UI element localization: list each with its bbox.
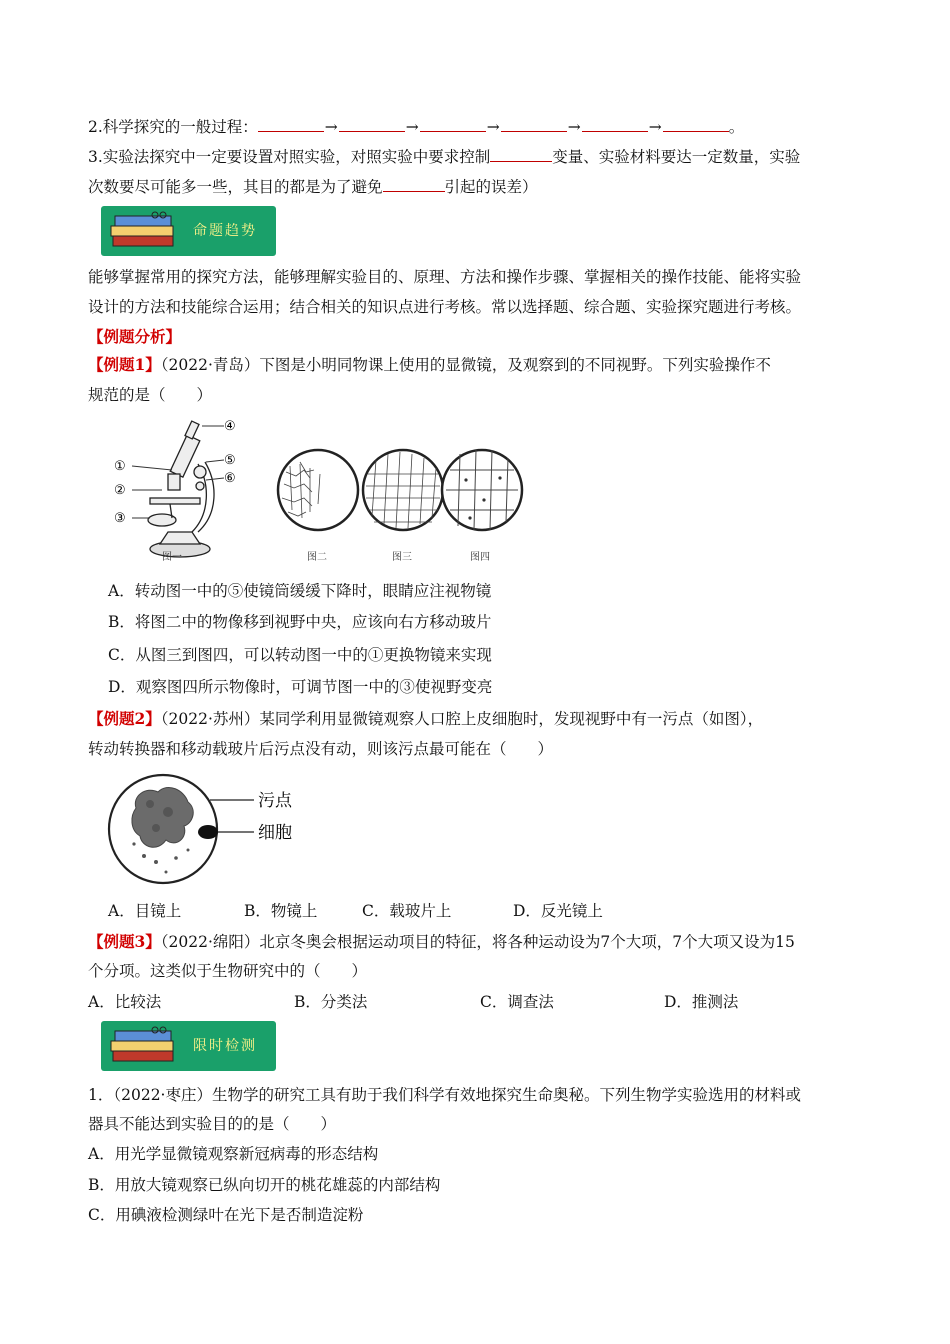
stain-figure <box>106 768 326 894</box>
blank-2 <box>339 117 405 132</box>
caption-fig1: 图一 <box>162 552 182 563</box>
view-fig4 <box>442 450 522 530</box>
analysis-heading: 【例题分析】 <box>88 327 182 346</box>
control-line-2 <box>88 176 538 198</box>
label-2: ② <box>114 483 126 498</box>
ex2-option-a: A．目镜上 <box>108 902 182 920</box>
label-1: ① <box>114 459 126 474</box>
ex2-option-c: C．载玻片上 <box>362 902 452 920</box>
label-6: ⑥ <box>224 471 236 486</box>
blank-3 <box>420 117 486 132</box>
label-3: ③ <box>114 511 126 526</box>
q1-option-c: C．用碘液检测绿叶在光下是否制造淀粉 <box>88 1206 364 1224</box>
ex3-line-1 <box>88 931 795 953</box>
books-icon <box>107 210 179 254</box>
q1-line-2: 器具不能达到实验目的的是（ ） <box>88 1115 337 1133</box>
control-text-1b: 变量、实验材料要达一定数量，实验 <box>552 148 801 166</box>
caption-fig3: 图三 <box>392 552 412 563</box>
blank-5 <box>582 117 648 132</box>
arrow-4: → <box>567 118 581 136</box>
microscope-drawing <box>148 421 214 557</box>
ex1-option-b: B．将图二中的物像移到视野中央，应该向右方移动玻片 <box>108 613 492 631</box>
caption-fig4: 图四 <box>470 552 490 563</box>
blank-error <box>383 177 445 192</box>
control-text-2a: 次数要尽可能多一些，其目的都是为了避免 <box>88 178 383 196</box>
q1-option-a: A．用光学显微镜观察新冠病毒的形态结构 <box>88 1145 379 1163</box>
arrow-2: → <box>405 118 419 136</box>
trend-banner-label: 命题趋势 <box>193 223 257 239</box>
control-text-2b: 引起的误差） <box>444 178 538 196</box>
process-suffix: 。 <box>728 118 745 136</box>
label-cell: 细胞 <box>258 823 292 842</box>
ex3-line-2: 个分项。这类似于生物研究中的（ ） <box>88 962 368 980</box>
view-fig2 <box>278 450 358 530</box>
q1-line-1: 1．（2022·枣庄）生物学的研究工具有助于我们科学有效地探究生命奥秘。下列生物学实验选用的材料或 <box>88 1086 801 1104</box>
test-banner <box>101 1021 276 1071</box>
trend-text-2: 设计的方法和技能综合运用；结合相关的知识点进行考核。常以选择题、综合题、实验探究题进行考核。 <box>88 298 802 316</box>
ex2-text-1: （2022·苏州）某同学利用显微镜观察人口腔上皮细胞时，发现视野中有一污点（如图）， <box>160 710 764 728</box>
blank-control <box>490 147 552 162</box>
blank-6 <box>663 117 729 132</box>
ex1-option-d: D．观察图四所示物像时，可调节图一中的③使视野变亮 <box>108 678 493 696</box>
control-text-1a: 3.实验法探究中一定要设置对照实验，对照实验中要求控制 <box>88 148 491 166</box>
arrow-1: → <box>324 118 338 136</box>
ex2-line-2: 转动转换器和移动载玻片后污点没有动，则该污点最可能在（ ） <box>88 740 554 758</box>
ex1-tag: 【例题1】 <box>88 355 161 374</box>
ex3-option-b: B．分类法 <box>294 993 368 1011</box>
q1-option-b: B．用放大镜观察已纵向切开的桃花雄蕊的内部结构 <box>88 1176 441 1194</box>
caption-fig2: 图二 <box>307 552 327 563</box>
blank-4 <box>501 117 567 132</box>
blank-1 <box>258 117 324 132</box>
process-prefix: 2.科学探究的一般过程： <box>88 118 258 136</box>
trend-text-1: 能够掌握常用的探究方法，能够理解实验目的、原理、方法和操作步骤、掌握相关的操作技能、能将实验 <box>88 268 802 286</box>
cell-dot <box>198 825 218 839</box>
ex3-option-c: C．调查法 <box>480 993 554 1011</box>
ex2-line-1 <box>88 708 763 730</box>
ex3-text-1: （2022·绵阳）北京冬奥会根据运动项目的特征，将各种运动设为7个大项，7个大项又设为15 <box>160 933 795 951</box>
test-banner-label: 限时检测 <box>193 1038 257 1054</box>
ex1-option-c: C．从图三到图四，可以转动图一中的①更换物镜来实现 <box>108 646 492 664</box>
ex3-tag: 【例题3】 <box>88 932 161 951</box>
ex1-text-1: （2022·青岛）下图是小明同物课上使用的显微镜，及观察到的不同视野。下列实验操作不 <box>160 356 771 374</box>
process-line <box>88 116 744 138</box>
ex3-option-a: A．比较法 <box>88 993 162 1011</box>
ex2-option-d: D．反光镜上 <box>513 902 603 920</box>
ex3-option-d: D．推测法 <box>664 993 739 1011</box>
trend-banner <box>101 206 276 256</box>
microscope-figure <box>110 414 530 570</box>
label-spot: 污点 <box>258 791 292 810</box>
arrow-3: → <box>486 118 500 136</box>
ex1-line-2: 规范的是（ ） <box>88 386 213 404</box>
ex2-tag: 【例题2】 <box>88 709 161 728</box>
label-4: ④ <box>224 419 236 434</box>
ex2-option-b: B．物镜上 <box>244 902 318 920</box>
books-icon <box>107 1025 179 1069</box>
view-fig3 <box>363 450 443 530</box>
control-line-1 <box>88 146 800 168</box>
ex1-option-a: A．转动图一中的⑤使镜筒缓缓下降时，眼睛应注视物镜 <box>108 582 492 600</box>
ex1-line-1 <box>88 354 771 376</box>
arrow-5: → <box>648 118 662 136</box>
label-5: ⑤ <box>224 453 236 468</box>
